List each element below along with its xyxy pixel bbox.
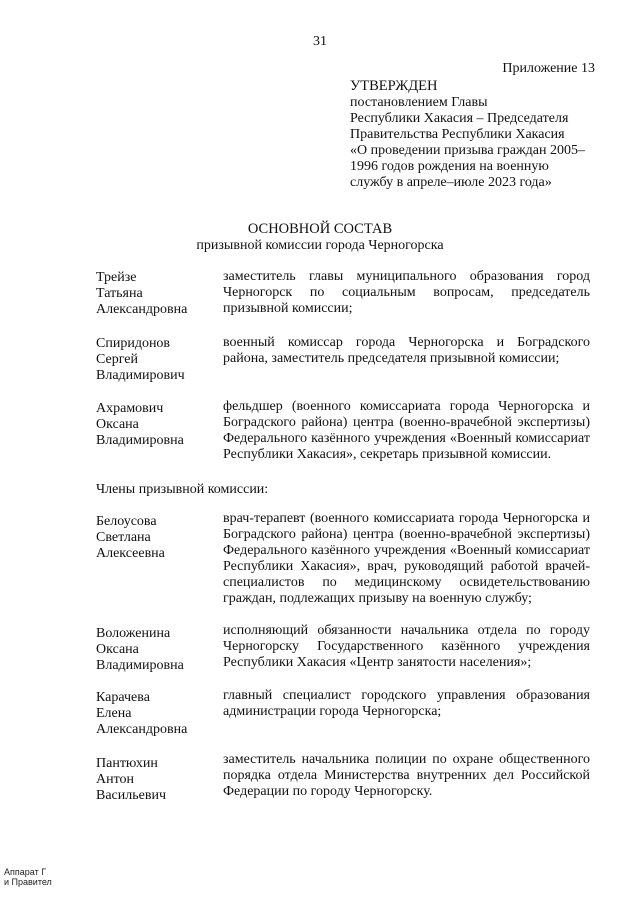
approval-line: службу в апреле–июле 2023 года» bbox=[350, 175, 552, 190]
member-role: военный комиссар города Черногорска и Боградского района, заместитель председателя призывной комиссии; bbox=[223, 335, 590, 366]
member-role: врач-терапевт (военного комиссариата города Черногорска и Боградского района) центра (военно-врачебной экспертизы) Федерального казённого учреждения «Военный комиссариат Республики Хакасия», врач, руководящий работой врачей-специалистов по медицинскому освидетельствованию граждан, подлежащих призыву на военную службу; bbox=[223, 511, 590, 606]
approval-line: Правительства Республики Хакасия bbox=[350, 127, 565, 142]
approval-line: «О проведении призыва граждан 2005– bbox=[350, 143, 585, 158]
member-name: Пантюхин Антон Васильевич bbox=[96, 756, 166, 803]
approval-line: Республики Хакасия – Председателя bbox=[350, 111, 569, 126]
document-title: ОСНОВНОЙ СОСТАВ bbox=[247, 221, 393, 237]
member-name: Ахрамович Оксана Владимировна bbox=[96, 401, 184, 448]
member-role: заместитель начальника полиции по охране общественного порядка отдела Министерства внутренних дел Российской Федерации по городу Черногорску. bbox=[223, 752, 590, 799]
member-role: исполняющий обязанности начальника отдела по городу Черногорску Государственного казённого учреждения Республики Хакасия «Центр занятости населения»; bbox=[223, 623, 590, 670]
margin-stamp: Аппарат Г и Правител bbox=[4, 867, 52, 887]
member-name: Воложенина Оксана Владимировна bbox=[96, 626, 184, 673]
member-role: фельдшер (военного комиссариата города Черногорска и Боградского района) центра (военно-врачебной экспертизы) Федерального казённого учреждения «Военный комиссариат Республики Хакасия», секретарь призывной комиссии. bbox=[223, 399, 590, 462]
approval-line: постановлением Главы bbox=[350, 95, 488, 110]
document-subtitle: призывной комиссии города Черногорска bbox=[196, 238, 444, 253]
member-role: заместитель главы муниципального образования город Черногорск по социальным вопросам, председатель призывной комиссии; bbox=[223, 269, 590, 316]
page-number: 31 bbox=[313, 34, 327, 49]
members-section-label: Члены призывной комиссии: bbox=[96, 482, 269, 497]
approval-line: 1996 годов рождения на военную bbox=[350, 159, 549, 174]
member-role: главный специалист городского управления образования администрации города Черногорска; bbox=[223, 688, 590, 719]
appendix-label: Приложение 13 bbox=[502, 61, 595, 76]
approval-block bbox=[350, 78, 600, 191]
member-name: Белоусова Светлана Алексеевна bbox=[96, 514, 165, 561]
approval-title: УТВЕРЖДЕН bbox=[350, 78, 438, 94]
member-name: Карачева Елена Александровна bbox=[96, 690, 188, 737]
member-name: Спиридонов Сергей Владимирович bbox=[96, 336, 185, 383]
member-name: Трейзе Татьяна Александровна bbox=[96, 270, 188, 317]
